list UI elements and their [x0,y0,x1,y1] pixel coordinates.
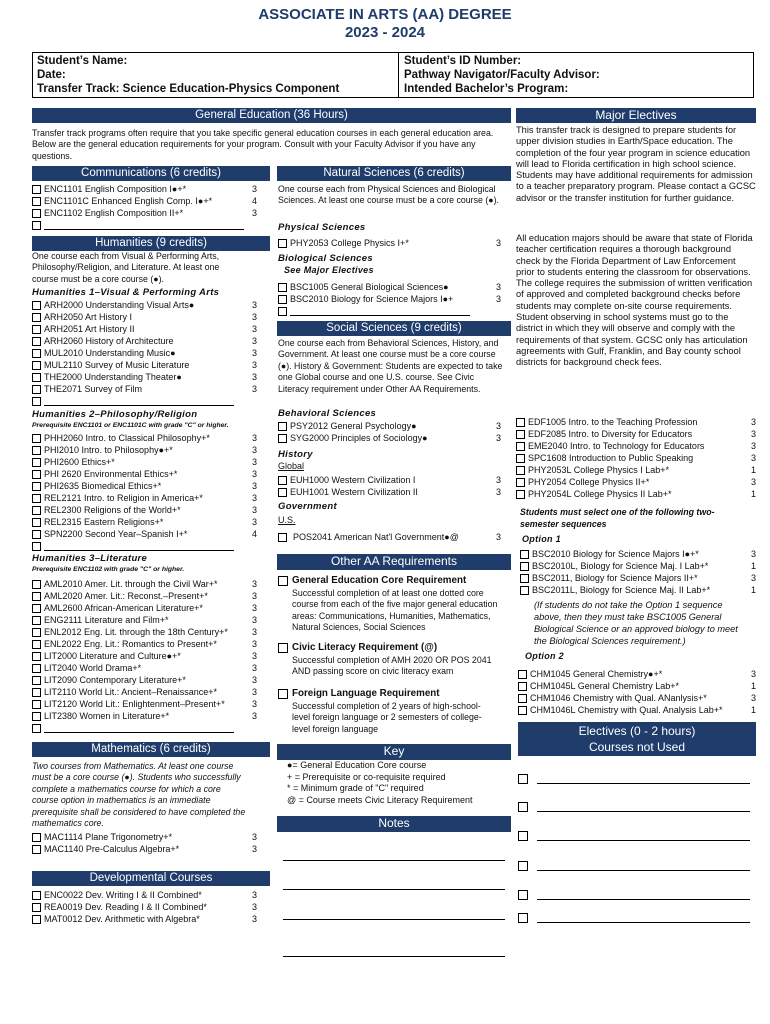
literature-prereq: Prerequisite ENC1102 with grade "C" or higher. [32,566,185,573]
blank-line[interactable] [44,724,234,733]
humanities-intro: One course each from Visual & Performing Arts, Philosophy/Religion, and Literature. At least one course must be a core course (●). [32,251,220,284]
checkbox[interactable] [32,724,41,733]
key-item: * = Minimum grade of "C" required [287,783,424,793]
checkbox[interactable] [32,891,41,900]
electives-heading: Electives (0 - 2 hours) Courses not Used [518,722,756,756]
course-row[interactable]: ENL2012 Eng. Lit. through the 18th Century+* 3 [32,626,257,638]
student-name-label: Student’s Name: [37,55,128,67]
checkbox[interactable] [516,478,525,487]
checkbox[interactable] [32,197,41,206]
course-row[interactable]: AML2600 African-American Literature+* 3 [32,602,257,614]
blank-course-row[interactable] [518,902,750,923]
checkbox[interactable] [32,604,41,613]
blank-course-row[interactable] [518,820,750,841]
major-electives-intro: This transfer track is designed to prepare students for upper division studies in Earth/Space education. The completion of the four year program in science education will lead to Florida certification in high school science. Students may have additional requirements for admission to a teacher preparatory program. Please contact a GCSC advisor or the transfer institution for further guidance. [516,125,756,203]
checkbox[interactable] [278,422,287,431]
checkbox[interactable] [516,442,525,451]
checkbox[interactable] [32,458,41,467]
course-row[interactable]: LIT2110 World Lit.: Ancient–Renaissance+* 3 [32,686,257,698]
checkbox[interactable] [516,454,525,463]
course-row[interactable]: REL2300 Religions of the World+* 3 [32,504,257,516]
checkbox[interactable] [32,700,41,709]
course-row[interactable]: ENG2111 Literature and Film+* 3 [32,614,257,626]
blank-line[interactable] [537,774,750,784]
course-row[interactable]: ENC1101 English Composition I●+* 3 [32,183,257,195]
blank-line[interactable] [290,307,470,316]
checkbox[interactable] [32,349,41,358]
literature-list [32,578,257,734]
civic-literacy-title: Civic Literacy Requirement (@) [292,642,438,654]
government-label: Government [278,501,337,512]
physical-sciences-list [278,237,501,249]
notes-line[interactable] [283,919,505,920]
blank-course-row[interactable] [518,791,750,812]
checkbox[interactable] [278,533,287,542]
course-row[interactable]: REA0019 Dev. Reading I & II Combined* 3 [32,901,257,913]
mathematics-list [32,831,257,855]
checkbox[interactable] [32,616,41,625]
core-requirement-text: Successful completion of at least one dotted core course from each of the five major general education areas: Communications, Humanities, Mathematics, Natural Sciences, Social Sciences [292,588,498,633]
checkbox[interactable] [278,476,287,485]
option-1-list [520,548,756,596]
checkbox[interactable] [32,628,41,637]
blank-line[interactable] [537,861,750,871]
checkbox[interactable] [32,903,41,912]
checkbox[interactable] [32,301,41,310]
course-row[interactable]: BSC2010L, Biology for Science Maj. I Lab+* 1 [520,560,756,572]
gen-ed-heading: General Education (36 Hours) [32,108,511,123]
checkbox[interactable] [32,833,41,842]
course-row[interactable]: LIT2380 Women in Literature+* 3 [32,710,257,722]
checkbox[interactable] [32,845,41,854]
communications-heading: Communications (6 credits) [32,166,270,181]
key-legend [287,760,507,806]
checkbox[interactable] [32,185,41,194]
notes-heading: Notes [277,816,511,832]
checkbox[interactable] [278,239,287,248]
course-row[interactable]: CHM1045 General Chemistry●+* 3 [518,668,756,680]
blank-line[interactable] [537,890,750,900]
course-row[interactable]: LIT2120 World Lit.: Enlightenment–Present+* 3 [32,698,257,710]
checkbox[interactable] [32,640,41,649]
checkbox[interactable] [518,706,527,715]
checkbox[interactable] [278,295,287,304]
course-row[interactable]: SYG2000 Principles of Sociology● 3 [278,432,501,444]
key-heading: Key [277,744,511,760]
option-2-list [518,668,756,716]
checkbox[interactable] [32,530,41,539]
checkbox[interactable] [518,802,528,812]
advisor-label: Pathway Navigator/Faculty Advisor: [404,69,600,81]
key-item: ●= General Education Core course [287,760,427,770]
social-sciences-heading: Social Sciences (9 credits) [277,321,511,336]
notes-line[interactable] [283,889,505,890]
course-row[interactable]: CHM1046L Chemistry with Qual. Analysis Lab+* 1 [518,704,756,716]
key-item: @ = Course meets Civic Literacy Requirement [287,794,473,805]
course-row[interactable]: ARH2060 History of Architecture 3 [32,335,257,347]
checkbox[interactable] [32,580,41,589]
checkbox[interactable] [32,676,41,685]
course-row[interactable]: PHI2635 Biomedical Ethics+* 3 [32,480,257,492]
checkbox[interactable] [278,307,287,316]
biological-sciences-list [278,281,501,317]
page-year: 2023 - 2024 [344,24,426,41]
blank-course-row[interactable] [518,850,750,871]
course-row[interactable]: MAT0012 Dev. Arithmetic with Algebra* 3 [32,913,257,925]
date-label: Date: [37,69,66,81]
checkbox[interactable] [32,494,41,503]
course-row[interactable]: CHM1046 Chemistry with Qual. ANanlysis+* 3 [518,692,756,704]
behavioral-sciences-label: Behavioral Sciences [278,408,377,419]
checkbox[interactable] [32,325,41,334]
blank-course-row[interactable] [32,395,257,407]
global-label: Global [278,461,305,471]
checkbox[interactable] [518,861,528,871]
notes-line[interactable] [283,860,505,861]
biological-sciences-note: See Major Electives [284,265,374,275]
course-row[interactable]: EUH1000 Western Civilization I 3 [278,474,501,486]
course-row[interactable]: BSC2010 Biology for Science Majors I●+* 3 [520,548,756,560]
developmental-list [32,889,257,925]
course-row[interactable]: PHY2053L College Physics I Lab+* 1 [516,464,756,476]
checkbox[interactable] [32,209,41,218]
key-item: + = Prerequisite or co-requisite required [287,771,446,782]
physical-sciences-label: Physical Sciences [278,222,366,233]
student-info-box [32,52,754,98]
page-title: ASSOCIATE IN ARTS (AA) DEGREE [258,6,512,23]
humanities-arts-label: Humanities 1–Visual & Performing Arts [32,287,220,298]
checkbox[interactable] [32,470,41,479]
notes-line[interactable] [283,956,505,957]
option-1-label: Option 1 [522,534,561,544]
history-list [278,474,501,498]
checkbox[interactable] [32,482,41,491]
checkbox[interactable] [518,670,527,679]
checkbox[interactable] [32,506,41,515]
checkbox[interactable] [32,221,41,230]
social-sciences-intro: One course each from Behavioral Sciences, History, and Government. At least one course must be a core course (●). History & Government: Students are expected to take one Global course and one U.S. course. See Civic Literacy requirement under Other AA Requirements. [278,338,503,394]
course-row[interactable]: ARH2000 Understanding Visual Arts● 3 [32,299,257,311]
course-row[interactable]: BSC1005 General Biological Sciences● 3 [278,281,501,293]
checkbox[interactable] [516,490,525,499]
blank-line[interactable] [537,913,750,923]
checkbox[interactable] [520,574,529,583]
checkbox[interactable] [32,712,41,721]
checkbox[interactable] [518,682,527,691]
government-list [278,531,501,543]
checkbox[interactable] [32,361,41,370]
course-row[interactable]: ARH2051 Art History II 3 [32,323,257,335]
course-row[interactable]: EME2040 Intro. to Technology for Educators 3 [516,440,756,452]
blank-line[interactable] [44,221,244,230]
blank-course-row[interactable] [32,540,257,552]
course-row[interactable]: PHY2054L College Physics II Lab+* 1 [516,488,756,500]
major-electives-list [516,416,756,500]
checkbox[interactable] [32,542,41,551]
course-row[interactable]: AML2010 Amer. Lit. through the Civil War+* 3 [32,578,257,590]
humanities-philosophy-label: Humanities 2–Philosophy/Religion [32,409,198,420]
course-row[interactable]: ENL2022 Eng. Lit.: Romantics to Present+* 3 [32,638,257,650]
course-row[interactable]: SPN2200 Second Year–Spanish I+* 4 [32,528,257,540]
course-row[interactable]: ARH2050 Art History I 3 [32,311,257,323]
course-row[interactable]: POS2041 American Nat'l Government●@ 3 [278,531,501,543]
course-row[interactable]: ENC0022 Dev. Writing I & II Combined* 3 [32,889,257,901]
course-row[interactable]: BSC2011L, Biology for Science Maj. II Lab+* 1 [520,584,756,596]
course-row[interactable]: MAC1114 Plane Trigonometry+* 3 [32,831,257,843]
bachelors-program-label: Intended Bachelor’s Program: [404,83,569,95]
checkbox[interactable] [520,562,529,571]
other-aa-item [278,575,508,634]
option-2-label: Option 2 [525,651,564,661]
foreign-language-title: Foreign Language Requirement [292,688,440,700]
humanities-literature-label: Humanities 3–Literature [32,553,148,564]
blank-course-row[interactable] [32,722,257,734]
course-row[interactable]: MUL2010 Understanding Music● 3 [32,347,257,359]
checkbox[interactable] [32,446,41,455]
blank-line[interactable] [537,831,750,841]
blank-line[interactable] [537,802,750,812]
course-row[interactable]: PHH2060 Intro. to Classical Philosophy+* 3 [32,432,257,444]
course-row[interactable]: REL2121 Intro. to Religion in America+* 3 [32,492,257,504]
checkbox[interactable] [278,283,287,292]
checkbox[interactable] [520,550,529,559]
humanities-heading: Humanities (9 credits) [32,236,270,251]
course-row[interactable]: LIT2090 Contemporary Literature+* 3 [32,674,257,686]
checkbox[interactable] [518,890,528,900]
natural-sciences-heading: Natural Sciences (6 credits) [277,166,511,181]
checkbox[interactable] [32,915,41,924]
checkbox[interactable] [32,664,41,673]
foreign-language-text: Successful completion of 2 years of high-school-level foreign language or 2 semesters of college-level foreign language [292,701,482,734]
civic-literacy-text: Successful completion of AMH 2020 OR POS 2041 AND passing score on civic literacy exam [292,655,492,677]
developmental-heading: Developmental Courses [32,871,270,886]
checkbox[interactable] [32,373,41,382]
other-aa-item [278,688,508,735]
checkbox[interactable] [518,694,527,703]
course-row[interactable]: PSY2012 General Psychology● 3 [278,420,501,432]
option-1-note: (If students do not take the Option 1 sequence above, then they must take BSC1005 General Biological Science or an approved biology to meet the Biological Sciences requirement.) [534,600,738,646]
philosophy-prereq: Prerequisite ENC1101 or ENC1101C with grade "C" or higher. [32,422,229,429]
course-row[interactable]: EDF1005 Intro. to the Teaching Profession 3 [516,416,756,428]
checkbox[interactable] [518,831,528,841]
course-row[interactable]: THE2071 Survey of Film 3 [32,383,257,395]
major-electives-heading: Major Electives [516,108,756,123]
course-row[interactable]: BSC2011, Biology for Science Majors II+* 3 [520,572,756,584]
course-row[interactable]: PHY2053 College Physics I+* 3 [278,237,501,249]
blank-course-row[interactable] [32,219,257,231]
blank-line[interactable] [44,542,234,551]
checkbox[interactable] [32,385,41,394]
course-row[interactable]: PHI2010 Intro. to Philosophy●+* 3 [32,444,257,456]
checkbox[interactable] [278,434,287,443]
course-row[interactable]: PHY2054 College Physics II+* 3 [516,476,756,488]
background-check-note: All education majors should be aware that state of Florida teacher certification requires a thorough background check by the Florida Department of Law Enforcement prior to students entering the classroom for observations. The college requires the submission of written verification of approved and completed background checks before students may complete on-site course requirements. Student observing in school systems must go to the district in which they will observe and comply with the requirements of that system. GCSC only has articulation agreements with Gulf, Franklin, and Bay county school districts for background check fees. [516,233,753,368]
checkbox[interactable] [518,913,528,923]
history-label: History [278,449,313,460]
checkbox[interactable] [516,430,525,439]
course-row[interactable]: AML2020 Amer. Lit.: Reconst.–Present+* 3 [32,590,257,602]
checkbox[interactable] [32,592,41,601]
course-row[interactable]: CHM1045L General Chemistry Lab+* 1 [518,680,756,692]
course-row[interactable]: LIT2000 Literature and Culture●+* 3 [32,650,257,662]
course-row[interactable]: LIT2040 World Drama+* 3 [32,662,257,674]
checkbox[interactable] [32,337,41,346]
checkbox[interactable] [278,689,288,699]
blank-line[interactable] [44,397,234,406]
blank-course-row[interactable] [278,305,501,317]
checkbox[interactable] [32,688,41,697]
other-aa-heading: Other AA Requirements [277,554,511,570]
transfer-track-label: Transfer Track: Science Education-Physics Component [37,83,340,95]
natural-sciences-intro: One course each from Physical Sciences and Biological Sciences. At least one course must be a core course (●). [278,184,499,206]
arts-list [32,299,257,407]
checkbox[interactable] [32,434,41,443]
communications-list [32,183,257,231]
course-row[interactable]: SPC1608 Introduction to Public Speaking 3 [516,452,756,464]
course-row[interactable]: MAC1140 Pre-Calculus Algebra+* 3 [32,843,257,855]
other-aa-item [278,642,508,678]
us-label: U.S. [278,515,296,525]
checkbox[interactable] [278,643,288,653]
checkbox[interactable] [516,466,525,475]
checkbox[interactable] [32,518,41,527]
checkbox[interactable] [518,774,528,784]
core-requirement-title: General Education Core Requirement [292,575,467,587]
student-id-label: Student’s ID Number: [404,55,522,67]
course-row[interactable]: ENC1102 English Composition II+* 3 [32,207,257,219]
checkbox[interactable] [32,397,41,406]
philosophy-list [32,432,257,552]
checkbox[interactable] [32,652,41,661]
course-row[interactable]: ENC1101C Enhanced English Comp. I●+* 4 [32,195,257,207]
biological-sciences-label: Biological Sciences [278,253,373,264]
blank-course-row[interactable] [518,763,750,784]
course-row[interactable]: PHI2600 Ethics+* 3 [32,456,257,468]
checkbox[interactable] [516,418,525,427]
course-row[interactable]: REL2315 Eastern Religions+* 3 [32,516,257,528]
blank-course-row[interactable] [518,879,750,900]
option-selection-note: Students must select one of the following two-semester sequences [520,507,715,529]
course-row[interactable]: MUL2110 Survey of Music Literature 3 [32,359,257,371]
checkbox[interactable] [32,313,41,322]
electives-blank-list [518,763,750,923]
checkbox[interactable] [278,576,288,586]
course-row[interactable]: EUH1001 Western Civilization II 3 [278,486,501,498]
course-row[interactable]: THE2000 Understanding Theater● 3 [32,371,257,383]
checkbox[interactable] [278,488,287,497]
mathematics-intro: Two courses from Mathematics. At least one course must be a core course (●). Students who successfully complete a mathematics course for which a core course option in mathematics is an immediate prerequisite shall be considered to have completed the mathematics core. [32,761,246,829]
mathematics-heading: Mathematics (6 credits) [32,742,270,757]
checkbox[interactable] [520,586,529,595]
course-row[interactable]: BSC2010 Biology for Science Majors I●+ 3 [278,293,501,305]
gen-ed-intro: Transfer track programs often require that you take specific general education courses in each general education area. Below are the general education requirements for your program. Consult with your Faculty Advisor if you have any questions. [32,128,494,161]
course-row[interactable]: PHI 2620 Environmental Ethics+* 3 [32,468,257,480]
behavioral-sciences-list [278,420,501,444]
course-row[interactable]: EDF2085 Intro. to Diversity for Educators 3 [516,428,756,440]
